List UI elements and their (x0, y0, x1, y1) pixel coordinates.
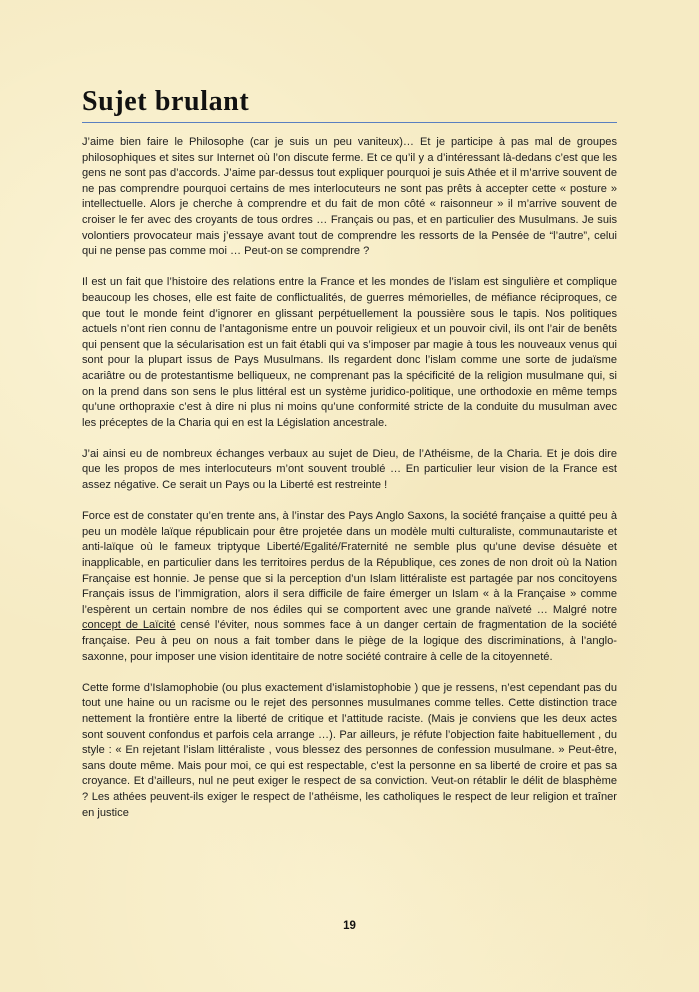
page-number: 19 (343, 920, 356, 932)
paragraph-4 (82, 509, 617, 665)
paragraph-2: Il est un fait que l’histoire des relations entre la France et les mondes de l’islam est singulière et complique beaucoup les choses, elle est faite de conflictualités, de guerres mémorielles, de méfiance réciproques, ce que tout le monde feint d’ignorer en glissant perpétuellement la poussière sous le tapis. Nos politiques actuels n’ont rien connu de l’antagonisme entre un pouvoir religieux et un pouvoir civil, ils ont l’air de benêts qui pensent que la sécularisation est un fait établi qui va s’imposer par magie à tous les nouveaux venus qui sont pour la plupart issus de Pays Musulmans. Ils regardent donc l’islam comme une sorte de judaïsme acariâtre ou de protestantisme belliqueux, ne comprenant pas la spécificité de la religion musulmane qui, si on la prend dans son sens le plus littéral est un système juridico-politique, une orthodoxie en même temps qu’une orthopraxie c’est à dire ni plus ni moins qu’une conformité stricte de la conduite du musulman avec les préceptes de la Charia qui en est la Législation ancestrale. (82, 276, 617, 429)
document-page (82, 86, 617, 837)
paragraph-3: J’ai ainsi eu de nombreux échanges verbaux au sujet de Dieu, de l’Athéisme, de la Charia. Et je dois dire que les propos de mes interlocuteurs m’ont souvent troublé … En particulier leur vision de la France est assez négative. Ce serait un Pays ou la Liberté est restreinte ! (82, 447, 617, 492)
page-title: Sujet brulant (82, 86, 250, 117)
paragraph-4-text-b: censé l’éviter, nous sommes face à un danger certain de fragmentation de la société française. Peu à peu on nous a fait tomber dans le piège de la logique des discriminations, à l’anglo-saxonne, pour imposer une vision identitaire de notre société contraire à celle de la citoyenneté. (82, 619, 618, 663)
paragraph-5: Cette forme d’Islamophobie (ou plus exactement d’islamistophobie ) que je ressens, n’est cependant pas du tout une haine ou un racisme ou le rejet des personnes musulmanes comme telles. Cette distinction trace nettement la frontière entre la liberté de critique et l’attitude raciste. (Mais je conviens que les deux actes sont souvent confondus et parfois cela arrange …). Par ailleurs, je réfute l’objection faite habituellement , du style : « En rejetant l’islam littéraliste , vous blessez des personnes de confession musulmane. » Peut-être, sans doute même. Mais pour moi, ce qui est respectable, c’est la personne en sa liberté de croire et pas sa croyance. Et d’ailleurs, nul ne peut exiger le respect de sa conviction. Veut-on rétablir le délit de blasphème ? Les athées peuvent-ils exiger le respect de l’athéisme, les catholiques le respect de leur religion et traîner en justice (82, 681, 617, 819)
paragraph-4-text-a: Force est de constater qu’en trente ans, à l’instar des Pays Anglo Saxons, la société française a quitté peu à peu un modèle laïque républicain pour être projetée dans un modèle multi culturaliste, communautariste et anti-laïque où le fameux triptyque Liberté/Egalité/Fraternité ne semble plus qu’une devise désuète et inapplicable, en particulier dans les territoires perdus de la République, ces zones de non droit où la Nation Française est honnie. Je pense que si la perception d’un Islam littéraliste est partagée par nos concitoyens Français issus de l’immigration, alors il sera difficile de faire émerger un Islam « à la Française » comme l’espèrent un certain nombre de nos édiles qui se comportent avec une grande naïveté … Malgré notre (82, 510, 617, 616)
title-underline (82, 122, 617, 123)
laicite-link[interactable]: concept de Laïcité (82, 619, 176, 632)
paragraph-1: J’aime bien faire le Philosophe (car je suis un peu vaniteux)… Et je participe à pas mal de groupes philosophiques et sites sur Internet où l’on discute ferme. Et ce qu’il y a d’intéressant là-dedans c’est que les gens ne sont pas d’accords. J’aime par-dessus tout expliquer pourquoi je suis Athée et il m’arrive souvent de ne pas comprendre pourquoi certains de mes interlocuteurs ne sont pas prêts à accepter cette « posture » intellectuelle. Alors je cherche à comprendre et du fait de mon côté « raisonneur » il m’arrive souvent de croiser le fer avec des croyants de tous ordres … Français ou pas, et en particulier des Musulmans. Je suis volontiers provocateur mais j’essaye avant tout de comprendre les ressorts de la Pensée de “l’autre”, celui qui ne pense pas comme moi … Peut-on se comprendre ? (82, 136, 617, 258)
